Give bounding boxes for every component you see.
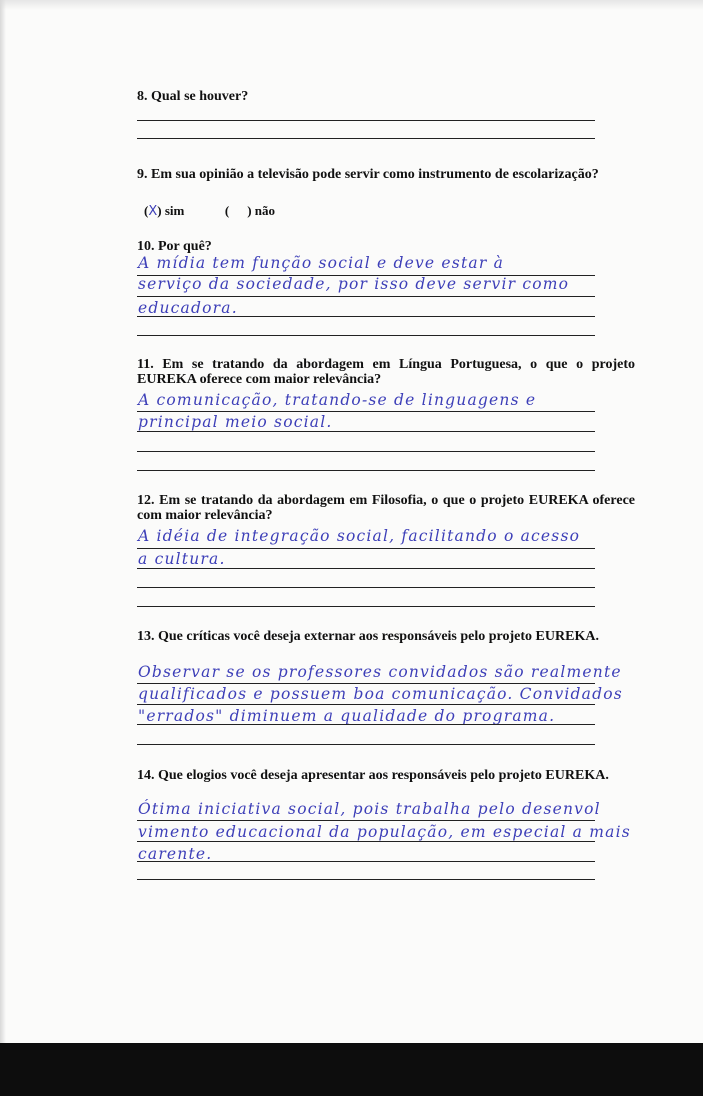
- answer-line: [137, 335, 595, 336]
- option-sim: (X) sim: [144, 203, 185, 219]
- answer-line: [137, 841, 595, 842]
- handwritten-answer: carente.: [138, 845, 213, 863]
- answer-line: [137, 138, 595, 139]
- answer-line: [137, 548, 595, 549]
- answer-line: [137, 683, 595, 684]
- question-9: 9. Em sua opinião a televisão pode servir como instrumento de escolarização?: [137, 167, 599, 182]
- handwritten-answer: Observar se os professores convidados são realmente: [138, 663, 622, 681]
- answer-line: [137, 568, 595, 569]
- handwritten-answer: serviço da sociedade, por isso deve servir como: [138, 275, 570, 293]
- handwritten-answer: qualificados e possuem boa comunicação. Convidados: [138, 685, 623, 703]
- scan-shadow-left: [0, 0, 6, 1043]
- scan-shadow-top: [0, 0, 703, 10]
- answer-line: [137, 820, 595, 821]
- answer-line: [137, 724, 595, 725]
- handwritten-answer: Ótima iniciativa social, pois trabalha pelo desenvol: [138, 800, 601, 818]
- handwritten-answer: A comunicação, tratando-se de linguagens e: [138, 391, 537, 409]
- answer-line: [137, 587, 595, 588]
- question-11: 11. Em se tratando da abordagem em Língua Portuguesa, o que o projeto EUREKA oferece com maior relevância?: [137, 357, 635, 387]
- answer-line: [137, 411, 595, 412]
- question-13: 13. Que críticas você deseja externar aos responsáveis pelo projeto EUREKA.: [137, 629, 599, 644]
- handwritten-answer: principal meio social.: [138, 413, 333, 431]
- answer-line: [137, 861, 595, 862]
- answer-line: [137, 431, 595, 432]
- scan-bottom-border: [0, 1043, 703, 1096]
- answer-line: [137, 316, 595, 317]
- question-12: 12. Em se tratando da abordagem em Filosofia, o que o projeto EUREKA oferece com maior relevância?: [137, 493, 635, 523]
- handwritten-answer: a cultura.: [138, 550, 226, 568]
- handwritten-answer: A mídia tem função social e deve estar à: [138, 254, 505, 272]
- answer-line: [137, 296, 595, 297]
- answer-line: [137, 744, 595, 745]
- check-mark: X: [148, 204, 158, 219]
- answer-line: [137, 879, 595, 880]
- answer-line: [137, 120, 595, 121]
- handwritten-answer: A idéia de integração social, facilitando o acesso: [138, 527, 581, 545]
- yes-no-options: [144, 203, 275, 219]
- handwritten-answer: "errados" diminuem a qualidade do programa.: [138, 707, 556, 725]
- answer-line: [137, 704, 595, 705]
- answer-line: [137, 470, 595, 471]
- handwritten-answer: vimento educacional da população, em especial a mais: [138, 823, 631, 841]
- question-14: 14. Que elogios você deseja apresentar aos responsáveis pelo projeto EUREKA.: [137, 768, 609, 783]
- question-8: 8. Qual se houver?: [137, 89, 249, 104]
- handwritten-answer: educadora.: [138, 299, 238, 317]
- option-nao: ( ) não: [224, 203, 276, 218]
- answer-line: [137, 451, 595, 452]
- question-10: 10. Por quê?: [137, 239, 212, 254]
- answer-line: [137, 606, 595, 607]
